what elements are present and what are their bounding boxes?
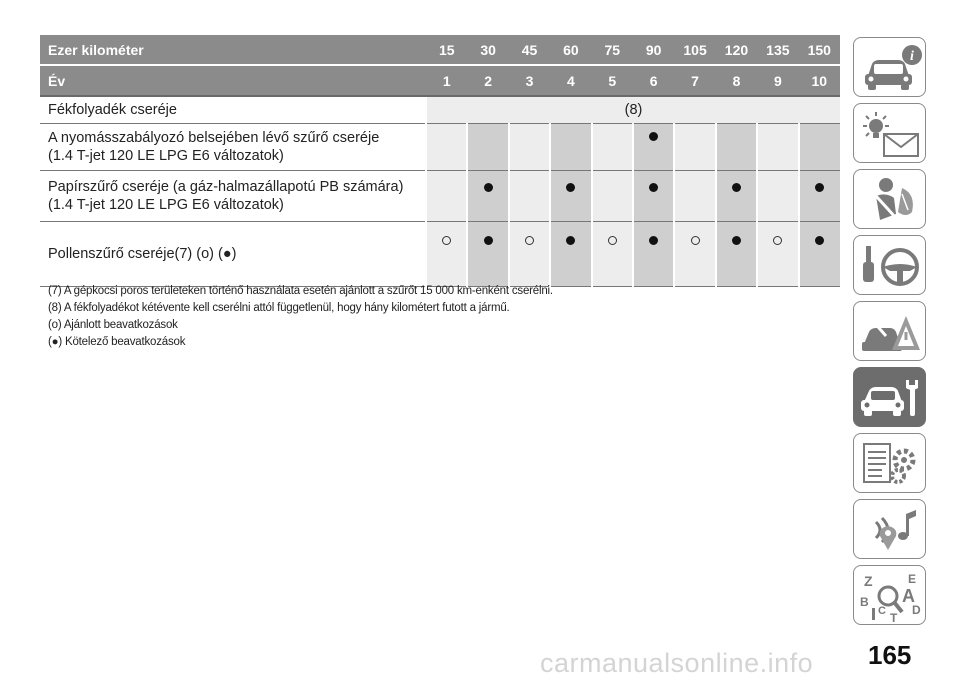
alphabetical-index-icon xyxy=(858,570,923,622)
km-cell: 75 xyxy=(592,35,633,65)
recommended-circle-marker xyxy=(525,236,534,245)
span-note-cell: (8) xyxy=(426,96,840,124)
maintenance-schedule-table xyxy=(40,35,840,287)
interval-cell xyxy=(799,222,840,287)
index-letter: T xyxy=(890,611,898,622)
footnote: (8) A fékfolyadékot kétévente kell cserélni attól függetlenül, hogy hány kilométert futott a jármű. xyxy=(48,302,510,314)
interval-cell xyxy=(592,124,633,171)
row-label-line: Pollenszűrő cseréje(7) (o) (●) xyxy=(48,246,237,262)
km-header-row xyxy=(40,35,840,65)
tab-technical-data[interactable] xyxy=(853,433,926,493)
key-steering-wheel-icon xyxy=(858,240,923,292)
index-letter: Z xyxy=(864,573,873,589)
km-cell: 150 xyxy=(799,35,840,65)
year-cell: 5 xyxy=(592,65,633,96)
year-cell: 4 xyxy=(550,65,591,96)
tab-index[interactable] xyxy=(853,565,926,625)
svg-text:i: i xyxy=(910,49,914,64)
interval-cell xyxy=(509,124,550,171)
mandatory-dot-marker xyxy=(566,183,575,192)
interval-cell xyxy=(426,222,467,287)
mandatory-dot-marker xyxy=(649,183,658,192)
row-label xyxy=(40,222,426,287)
warning-lights-icon xyxy=(858,108,923,160)
km-cell: 90 xyxy=(633,35,674,65)
year-header-row xyxy=(40,65,840,96)
multimedia-icon xyxy=(858,504,923,556)
interval-cell xyxy=(716,222,757,287)
tab-car-info[interactable] xyxy=(853,37,926,97)
mandatory-dot-marker xyxy=(566,236,575,245)
interval-cell xyxy=(716,171,757,222)
km-cell: 60 xyxy=(550,35,591,65)
year-cell: 7 xyxy=(674,65,715,96)
mandatory-dot-marker xyxy=(815,236,824,245)
interval-cell xyxy=(757,171,798,222)
year-cell: 1 xyxy=(426,65,467,96)
interval-cell xyxy=(799,124,840,171)
year-header-label: Év xyxy=(40,65,426,96)
row-label xyxy=(40,171,426,222)
row-label-line: Fékfolyadék cseréje xyxy=(48,102,177,118)
row-label-line: A nyomásszabályozó belsejében lévő szűrő cseréje xyxy=(48,130,380,146)
km-cell: 15 xyxy=(426,35,467,65)
year-cell: 9 xyxy=(757,65,798,96)
interval-cell xyxy=(716,124,757,171)
interval-cell xyxy=(633,222,674,287)
interval-cell xyxy=(550,171,591,222)
interval-cell xyxy=(592,222,633,287)
year-cell: 8 xyxy=(716,65,757,96)
footnote: (o) Ajánlott beavatkozások xyxy=(48,319,178,331)
km-cell: 105 xyxy=(674,35,715,65)
car-maintenance-icon xyxy=(858,372,923,424)
index-letter: D xyxy=(912,603,921,617)
year-cell: 6 xyxy=(633,65,674,96)
interval-cell xyxy=(757,222,798,287)
table-row-paper-filter xyxy=(40,171,840,222)
recommended-circle-marker xyxy=(608,236,617,245)
safety-airbag-icon xyxy=(858,174,923,226)
tab-maintenance[interactable] xyxy=(853,367,926,427)
recommended-circle-marker xyxy=(773,236,782,245)
interval-cell xyxy=(509,171,550,222)
interval-cell xyxy=(467,222,508,287)
tab-safety[interactable] xyxy=(853,169,926,229)
chapter-sidebar xyxy=(853,37,928,631)
year-cell: 10 xyxy=(799,65,840,96)
interval-cell xyxy=(426,171,467,222)
km-cell: 135 xyxy=(757,35,798,65)
technical-data-icon xyxy=(858,438,923,490)
interval-cell xyxy=(674,171,715,222)
km-cell: 45 xyxy=(509,35,550,65)
interval-cell xyxy=(757,124,798,171)
emergency-triangle-icon xyxy=(858,306,923,358)
mandatory-dot-marker xyxy=(732,183,741,192)
footnote: (7) A gépkocsi poros területeken történő használata esetén ajánlott a szűrőt 15 000 km-enként cserélni. xyxy=(48,285,553,297)
row-label xyxy=(40,124,426,171)
index-letter: E xyxy=(908,572,917,586)
index-letter: C xyxy=(878,605,886,617)
recommended-circle-marker xyxy=(691,236,700,245)
table-row-brake-fluid xyxy=(40,96,840,124)
year-cell: 3 xyxy=(509,65,550,96)
recommended-circle-marker xyxy=(442,236,451,245)
interval-cell xyxy=(674,222,715,287)
interval-cell xyxy=(633,171,674,222)
mandatory-dot-marker xyxy=(649,236,658,245)
page-number: 165 xyxy=(868,640,912,670)
interval-cell xyxy=(467,124,508,171)
tab-starting-driving[interactable] xyxy=(853,235,926,295)
footnote: (●) Kötelező beavatkozások xyxy=(48,336,186,348)
year-cell: 2 xyxy=(467,65,508,96)
tab-multimedia[interactable] xyxy=(853,499,926,559)
mandatory-dot-marker xyxy=(732,236,741,245)
interval-cell xyxy=(467,171,508,222)
interval-cell xyxy=(633,124,674,171)
km-cell: 120 xyxy=(716,35,757,65)
km-header-label: Ezer kilométer xyxy=(40,35,426,65)
mandatory-dot-marker xyxy=(484,236,493,245)
mandatory-dot-marker xyxy=(484,183,493,192)
table-row-pressure-regulator-filter xyxy=(40,124,840,171)
table-row-pollen-filter xyxy=(40,222,840,287)
row-label-line: (1.4 T-jet 120 LE LPG E6 változatok) xyxy=(48,148,284,164)
interval-cell xyxy=(674,124,715,171)
index-letter: A xyxy=(902,586,915,606)
interval-cell xyxy=(550,222,591,287)
tab-emergency[interactable] xyxy=(853,301,926,361)
row-label-line: (1.4 T-jet 120 LE LPG E6 változatok) xyxy=(48,197,284,213)
footnotes xyxy=(48,283,838,351)
km-cell: 30 xyxy=(467,35,508,65)
car-info-icon xyxy=(858,42,923,94)
row-label-line: Papírszűrő cseréje (a gáz-halmazállapotú PB számára) xyxy=(48,179,404,195)
row-label xyxy=(40,96,426,124)
index-letter: B xyxy=(860,595,869,609)
mandatory-dot-marker xyxy=(649,132,658,141)
interval-cell xyxy=(426,124,467,171)
interval-cell xyxy=(550,124,591,171)
tab-warning-lights[interactable] xyxy=(853,103,926,163)
watermark: carmanualsonline.info xyxy=(540,648,814,678)
interval-cell xyxy=(509,222,550,287)
mandatory-dot-marker xyxy=(815,183,824,192)
interval-cell xyxy=(592,171,633,222)
interval-cell xyxy=(799,171,840,222)
